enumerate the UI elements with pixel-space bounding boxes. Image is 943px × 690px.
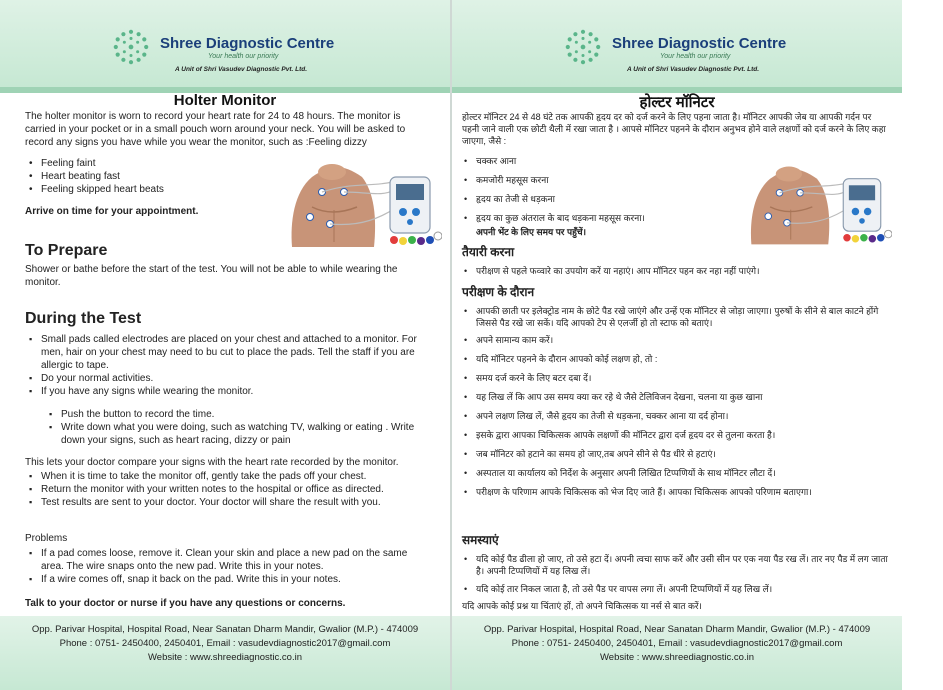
symptom-list [460, 155, 700, 224]
holter-monitor-photo [282, 162, 442, 247]
prepare-list [460, 265, 890, 277]
symptom-list [25, 157, 275, 196]
list-item: • समय दर्ज करने के लिए बटर दबा दें। [460, 372, 890, 384]
list-item: • हृदय का तेजी से धड़कना [460, 193, 700, 205]
list-item: ▪ Small pads called electrodes are placed on your chest and attached to a monitor. For men, hair on your chest may need to bu cut to place the pads. Tell the staff if you are allergic to tape. [25, 333, 430, 372]
list-item: • आपकी छाती पर इलेक्ट्रोड नाम के छोटे पैड रखे जाएंगे और उन्हें एक मॉनिटर से जोड़ा जाएगा। पुरुषों के सीने से बाल काटने होंगे जिससे पैड रखे जा सकें। यदि आपको टेप से एलर्जी हो तो स्टाफ को बताएं। [460, 305, 890, 329]
footer-website: Website : www.shreediagnostic.co.in [599, 652, 754, 663]
list-item: • हृदय का कुछ अंतराल के बाद धड़कना महसूस करना। [460, 212, 700, 224]
page-title: Holter Monitor [173, 92, 277, 109]
brand-tagline: Your health our priority [208, 53, 279, 60]
arrive-note: Arrive on time for your appointment. [25, 206, 199, 217]
list-item: • अपने लक्षण लिख लें, जैसे हृदय का तेजी से धड़कना, चक्कर आना या दर्द होना। [460, 410, 890, 422]
brand-unit: A Unit of Shri Vasudev Diagnostic Pvt. Ltd. [175, 66, 308, 73]
list-item: ▪ If a wire comes off, snap it back on the pad. Write this in your notes. [25, 573, 430, 586]
prepare-heading: तैयारी करना [462, 245, 515, 259]
footer-address: Opp. Parivar Hospital, Hospital Road, Near Sanatan Dharm Mandir, Gwalior (M.P.) - 474009 [483, 624, 871, 635]
footer [0, 616, 450, 690]
list-item: ▪ If a pad comes loose, remove it. Clean your skin and place a new pad on the same area. The wire snaps onto the new pad. Write this in your notes. [25, 547, 430, 573]
brand-unit: A Unit of Shri Vasudev Diagnostic Pvt. Ltd. [627, 66, 760, 73]
brand-tagline: Your health our priority [660, 53, 731, 60]
footer-address: Opp. Parivar Hospital, Hospital Road, Near Sanatan Dharm Mandir, Gwalior (M.P.) - 474009 [31, 624, 419, 635]
header [0, 0, 450, 87]
swirl-logo-icon [112, 28, 150, 66]
during-sub-list [45, 408, 425, 447]
arrive-note: अपनी भेंट के लिए समय पर पहुँचें। [476, 227, 586, 237]
during-heading: During the Test [25, 310, 142, 327]
list-item: • इसके द्वारा आपका चिकित्सक आपके लक्षणों की मॉनिटर द्वारा दर्ज हृदय दर से तुलना करता है। [460, 429, 890, 441]
page-title: होल्टर मॉनिटर [639, 94, 715, 111]
list-item: • चक्कर आना [460, 155, 700, 167]
list-item: • यदि मॉनिटर पहनने के दौरान आपको कोई लक्षण हो, तो : [460, 353, 890, 365]
intro-text: होल्टर मॉनिटर 24 से 48 घंटे तक आपकी हृदय दर को दर्ज करने के लिए पहना जाता है। मॉनिटर आपकी जेब या आपकी गर्दन पर पहनी जाने वाली एक छोटी थैली में रखा जाता है । आपसे मॉनिटर पहनने के दौरान अनुभव होने वाले लक्षणों को दर्ज करने के लिए कहा जाएगा, जैसे : [462, 112, 886, 146]
list-item: • यदि कोई तार निकल जाता है, तो उसे पैड पर वापस लगा लें। अपनी टिप्पणियों में यह लिख लें। [460, 583, 890, 595]
list-item: ▪ If you have any signs while wearing the monitor. [25, 385, 430, 398]
compare-text: This lets your doctor compare your signs with the heart rate recorded by the monitor. [25, 457, 399, 468]
prepare-heading: To Prepare [25, 242, 108, 259]
talk-note: यदि आपके कोई प्रश्न या चिंताएं हों, तो अपने चिकित्सक या नर्स से बात करें। [462, 601, 702, 611]
hindi-panel [452, 0, 902, 690]
talk-note: Talk to your doctor or nurse if you have any questions or concerns. [25, 598, 346, 609]
footer-phone: Phone : 0751- 2450400, 2450401, Email : vasudevdiagnostic2017@gmail.com [511, 638, 843, 649]
english-panel [0, 0, 450, 690]
list-item: ▪ When it is time to take the monitor off, gently take the pads off your chest. [25, 470, 430, 483]
during-heading: परीक्षण के दौरान [462, 285, 535, 299]
during-list [460, 305, 890, 498]
problems-list [460, 553, 890, 595]
list-item: • जब मॉनिटर को हटाने का समय हो जाए,तब अपने सीने से पैड धीरे से हटाएं। [460, 448, 890, 460]
list-item: ▪ Write down what you were doing, such as watching TV, walking or eating . Write down your signs, such as heart racing, dizzy or pain [45, 421, 425, 447]
list-item: • अस्पताल या कार्यालय को निर्देश के अनुसार अपनी लिखित टिप्पणियों के साथ मॉनिटर लौटा दें। [460, 467, 890, 479]
list-item: ▪ Do your normal activities. [25, 372, 430, 385]
footer [452, 616, 902, 690]
brand-name: Shree Diagnostic Centre [160, 35, 335, 52]
holter-monitor-photo [742, 162, 892, 247]
after-list [25, 470, 430, 509]
list-item: • कमजोरी महसूस करना [460, 174, 700, 186]
list-item: • परीक्षण के परिणाम आपके चिकित्सक को भेज दिए जाते हैं। आपका चिकित्सक आपको परिणाम बताएगा। [460, 486, 890, 498]
list-item: • Feeling faint [25, 157, 275, 170]
list-item: ▪ Push the button to record the time. [45, 408, 425, 421]
footer-website: Website : www.shreediagnostic.co.in [147, 652, 302, 663]
header [452, 0, 902, 87]
list-item: • अपने सामान्य काम करें। [460, 334, 890, 346]
list-item: • यदि कोई पैड ढीला हो जाए, तो उसे हटा दें। अपनी त्वचा साफ करें और उसी सीन पर एक नया पैड रख लें। तार नए पैड में लग जाता है। अपनी टिप्पणियों में यह लिख लें। [460, 553, 890, 577]
problems-heading: समस्याएं [462, 533, 499, 547]
list-item: ▪ Test results are sent to your doctor. Your doctor will share the result with you. [25, 496, 430, 509]
list-item: • Heart beating fast [25, 170, 275, 183]
problems-heading: Problems [25, 533, 68, 544]
during-list [25, 333, 430, 398]
prepare-text: Shower or bathe before the start of the test. You will not be able to while wearing the monitor. [25, 264, 398, 288]
brand-name: Shree Diagnostic Centre [612, 35, 787, 52]
list-item: • यह लिख लें कि आप उस समय क्या कर रहे थे जैसे टेलिविजन देखना, चलना या कुछ खाना [460, 391, 890, 403]
footer-phone: Phone : 0751- 2450400, 2450401, Email : vasudevdiagnostic2017@gmail.com [59, 638, 391, 649]
list-item: ▪ Return the monitor with your written notes to the hospital or office as directed. [25, 483, 430, 496]
problems-list [25, 547, 430, 586]
list-item: • परीक्षण से पहले फव्वारे का उपयोग करें या नहाएं। आप मॉनिटर पहन कर नहा नहीं पाएंगे। [460, 265, 890, 277]
list-item: • Feeling skipped heart beats [25, 183, 275, 196]
swirl-logo-icon [564, 28, 602, 66]
intro-text: The holter monitor is worn to record your heart rate for 24 to 48 hours. The monitor is carried in your pocket or in a small pouch worn around your neck. You will be asked to record any signs you have while you wear the monitor, such as :Feeling dizzy [25, 111, 406, 148]
